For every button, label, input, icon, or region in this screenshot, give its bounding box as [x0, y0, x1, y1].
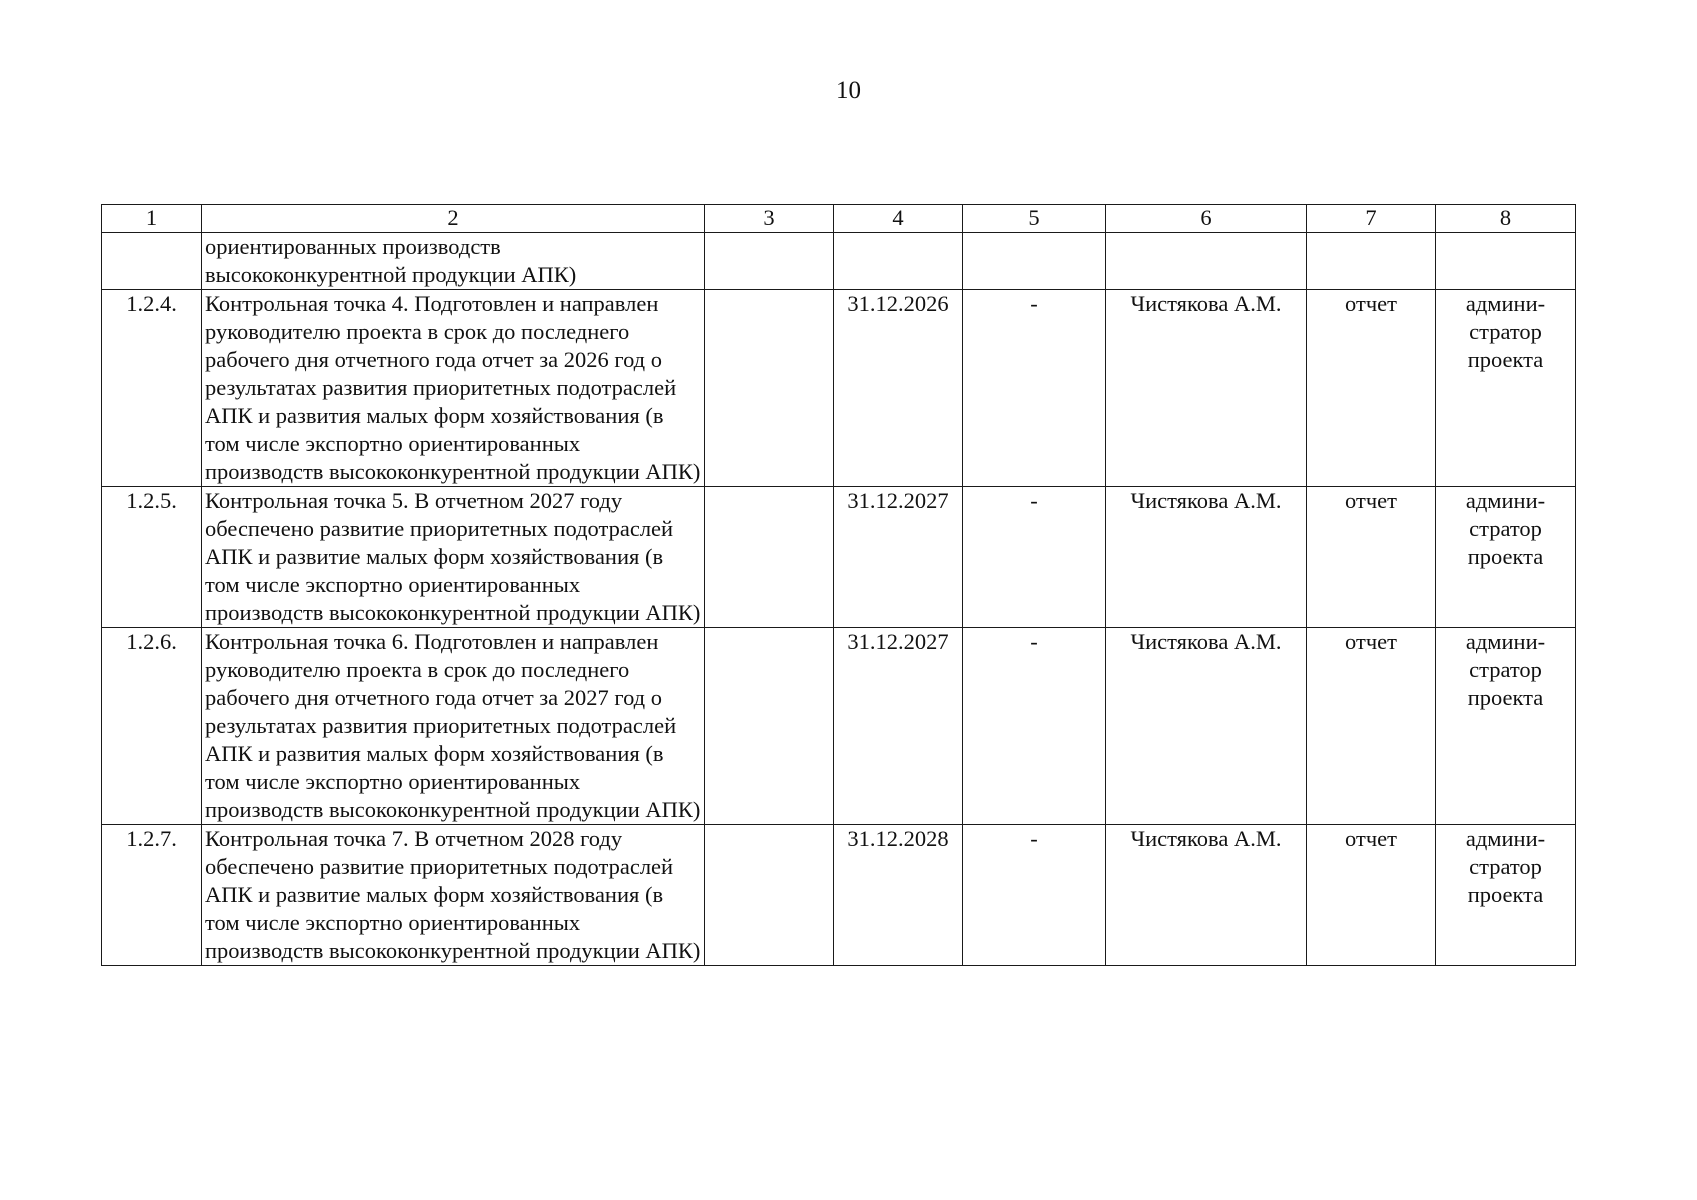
column-number: 6	[1106, 205, 1307, 233]
control-points-table	[101, 204, 1576, 966]
continuation-row	[102, 233, 1576, 290]
row-number: 1.2.5.	[102, 487, 202, 628]
table-row	[102, 628, 1576, 825]
row-number	[102, 233, 202, 290]
table-row	[102, 487, 1576, 628]
row-number: 1.2.7.	[102, 825, 202, 966]
column-number-row	[102, 205, 1576, 233]
row-role: админи-стратор проекта	[1436, 628, 1576, 825]
column-number: 7	[1307, 205, 1436, 233]
row-result: отчет	[1307, 290, 1436, 487]
column-number: 8	[1436, 205, 1576, 233]
row-date: 31.12.2026	[834, 290, 963, 487]
row-result: отчет	[1307, 628, 1436, 825]
row-number: 1.2.6.	[102, 628, 202, 825]
row-role: админи-стратор проекта	[1436, 290, 1576, 487]
column-number: 4	[834, 205, 963, 233]
row-col3	[705, 628, 834, 825]
row-responsible	[1106, 233, 1307, 290]
row-date	[834, 233, 963, 290]
row-col3	[705, 290, 834, 487]
column-number: 2	[202, 205, 705, 233]
page-number: 10	[836, 77, 861, 104]
column-number: 5	[963, 205, 1106, 233]
row-col5: -	[963, 825, 1106, 966]
row-role: админи-стратор проекта	[1436, 825, 1576, 966]
column-number: 3	[705, 205, 834, 233]
row-number: 1.2.4.	[102, 290, 202, 487]
row-description: Контрольная точка 5. В отчетном 2027 году обеспечено развитие приоритетных подотраслей АПК и развитие малых форм хозяйствования (в том числе экспортно ориентированных производств высококонкурентной продукции АПК)	[202, 487, 705, 628]
row-role: админи-стратор проекта	[1436, 487, 1576, 628]
row-col5: -	[963, 628, 1106, 825]
row-description: Контрольная точка 7. В отчетном 2028 году обеспечено развитие приоритетных подотраслей АПК и развитие малых форм хозяйствования (в том числе экспортно ориентированных производств высококонкурентной продукции АПК)	[202, 825, 705, 966]
row-col3	[705, 233, 834, 290]
row-date: 31.12.2027	[834, 487, 963, 628]
row-description: ориентированных производств высококонкурентной продукции АПК)	[202, 233, 705, 290]
row-role	[1436, 233, 1576, 290]
row-col5	[963, 233, 1106, 290]
row-responsible: Чистякова А.М.	[1106, 290, 1307, 487]
row-description: Контрольная точка 6. Подготовлен и направлен руководителю проекта в срок до последнего рабочего дня отчетного года отчет за 2027 год о результатах развития приоритетных подотраслей АПК и развития малых форм хозяйствования (в том числе экспортно ориентированных производств высококонкурентной продукции АПК)	[202, 628, 705, 825]
row-responsible: Чистякова А.М.	[1106, 628, 1307, 825]
column-number: 1	[102, 205, 202, 233]
table-row	[102, 825, 1576, 966]
row-description: Контрольная точка 4. Подготовлен и направлен руководителю проекта в срок до последнего рабочего дня отчетного года отчет за 2026 год о результатах развития приоритетных подотраслей АПК и развития малых форм хозяйствования (в том числе экспортно ориентированных производств высококонкурентной продукции АПК)	[202, 290, 705, 487]
row-col5: -	[963, 487, 1106, 628]
row-result	[1307, 233, 1436, 290]
row-col5: -	[963, 290, 1106, 487]
row-date: 31.12.2028	[834, 825, 963, 966]
row-col3	[705, 825, 834, 966]
row-responsible: Чистякова А.М.	[1106, 825, 1307, 966]
row-result: отчет	[1307, 487, 1436, 628]
row-responsible: Чистякова А.М.	[1106, 487, 1307, 628]
table-row	[102, 290, 1576, 487]
row-date: 31.12.2027	[834, 628, 963, 825]
row-col3	[705, 487, 834, 628]
row-result: отчет	[1307, 825, 1436, 966]
